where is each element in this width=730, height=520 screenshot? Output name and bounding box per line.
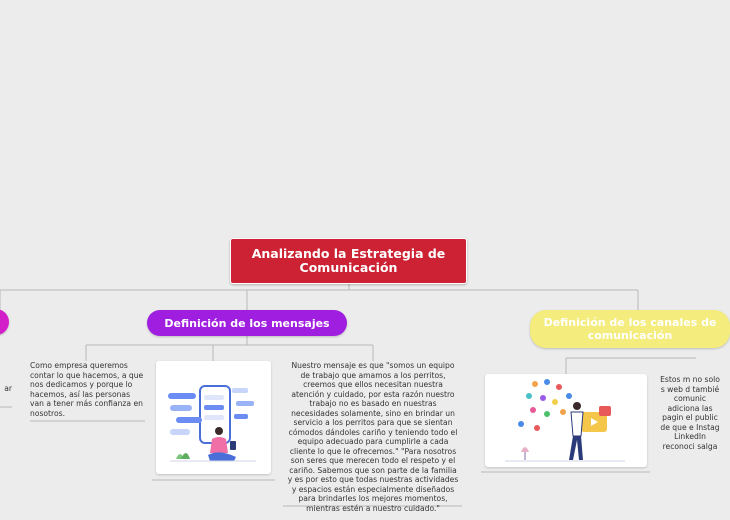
mensajes-note-1[interactable]: Como empresa queremos contar lo que hacemos, a que nos dedicamos y porque lo hacemos, así las personas van a tener más confianza en nosotros. xyxy=(30,361,144,418)
canales-node[interactable] xyxy=(530,310,730,348)
mensajes-node[interactable] xyxy=(147,310,347,336)
left-branch-text-fragment: ar xyxy=(4,384,12,393)
mensajes-image-card[interactable] xyxy=(156,361,271,474)
root-title: Analizando la Estrategia de Comunicación xyxy=(251,246,446,275)
canales-label: Definición de los canales de comunicación xyxy=(543,316,717,342)
person-with-phone-chat-illustration-icon xyxy=(156,361,271,474)
person-with-social-icons-illustration-icon xyxy=(485,374,647,467)
mensajes-label: Definición de los mensajes xyxy=(164,316,330,330)
mensajes-note-2[interactable]: Nuestro mensaje es que "somos un equipo de trabajo que amamos a los perritos, creemos que ellos necesitan nuestra atención y cuidado, por esta razón nuestro trabajo no es basado en nuestras necesidades solamente, sino en brindar un servicio a los perritos para que se sientan cómodos dándoles cariño y teniendo todo el equipo adecuado para cumplirle a cada cliente lo que le ofrecemos." "Para nosotros son seres que merecen todo el respeto y el cariño. Sabemos que son parte de la familia y es por esto que todas nuestras actividades y espacios están especialmente diseñados para brindarles los mejores momentos, mientras estén a nuestro cuidado." xyxy=(287,361,459,513)
canales-image-card[interactable] xyxy=(485,374,647,467)
root-node[interactable] xyxy=(230,238,467,284)
canales-note-1[interactable]: Estos m no solo s web d tambié comunic adiciona las pagin el public de que e Instag LinkedIn reconoci salga xyxy=(660,375,720,451)
